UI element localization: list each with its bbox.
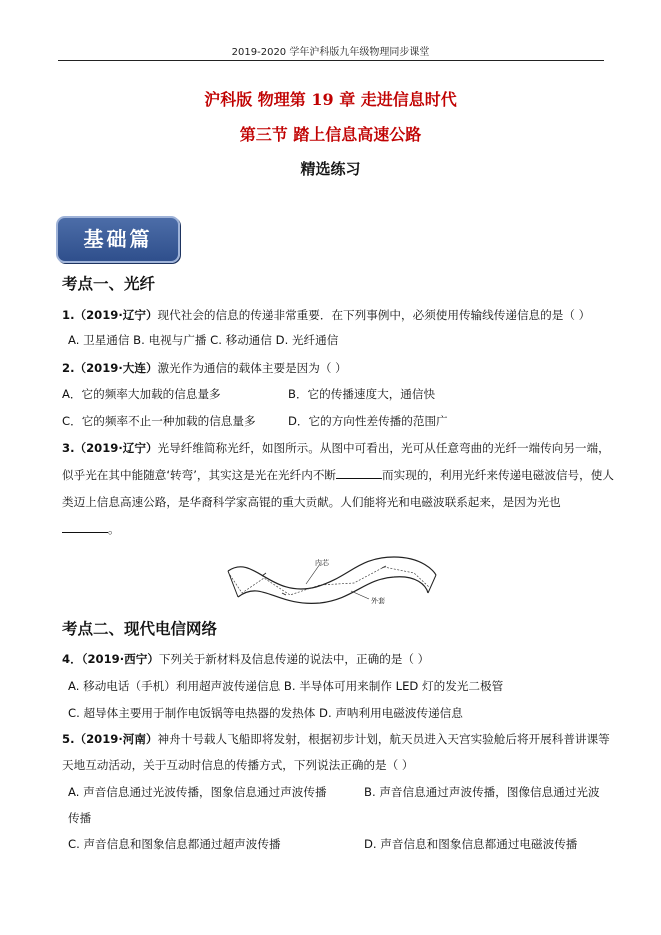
question-source: （2019·大连） [74,361,158,375]
question-4-options-ab: A. 移动电话（手机）利用超声波传递信息 B. 半导体可用来制作 LED 灯的发光二极管 [68,679,504,693]
question-3-line-3: 类迈上信息高速公路，是华裔科学家高锟的重大贡献。人们能将光和电磁波联系起来，是因为光也 [62,495,561,509]
section-heading-fiber: 考点一、光纤 [62,274,156,293]
answer-blank[interactable] [62,521,108,533]
option-b-continued: 传播 [68,811,92,825]
question-number: 5. [62,732,75,746]
question-3 [62,440,610,456]
question-5-line-2: 天地互动活动，关于互动时信息的传播方式，下列说法正确的是（ ） [62,758,414,772]
banner-label: 基础篇 [83,227,153,251]
question-text: 现代社会的信息的传递非常重要．在下列事例中，必须使用传输线传递信息的是（ ） [157,308,591,322]
header-divider [58,60,604,61]
question-3-line-2 [62,467,614,483]
optical-fiber-figure [224,553,440,608]
text-segment: 。 [108,522,120,536]
option-b: B. 声音信息通过声波传播，图像信息通过光波 [364,785,600,799]
question-4 [62,651,429,667]
text-segment: 似乎光在其中能随意‘转弯’，其实这是光在光纤内不断 [62,468,337,482]
question-number: 2. [62,361,75,375]
question-source: （2019·辽宁） [74,441,158,455]
question-3-line-4 [62,521,120,537]
question-text: 光导纤维简称光纤，如图所示。从图中可看出，光可从任意弯曲的光纤一端传向另一端， [157,441,610,455]
question-number: 4． [62,652,82,666]
question-source: （2019·辽宁） [74,308,158,322]
option-d: D．它的方向性差传播的范围广 [288,414,448,428]
question-4-options-cd: C. 超导体主要用于制作电饭锅等电热器的发热体 D. 声呐利用电磁波传递信息 [68,706,463,720]
option-a: A. 声音信息通过光波传播，图象信息通过声波传播 [68,785,327,799]
question-1 [62,307,590,323]
basic-level-banner [56,216,180,263]
core-label: 内芯 [315,559,329,567]
question-text: 神舟十号载人飞船即将发射，根据初步计划，航天员进入天宫实验舱后将开展科普讲课等 [157,732,610,746]
exercise-title: 精选练习 [300,160,361,178]
page-header: 2019-2020 学年沪科版九年级物理同步课堂 [231,47,430,58]
question-text: 激光作为通信的载体主要是因为（ ） [157,361,347,375]
question-text: 下列关于新材料及信息传递的说法中，正确的是（ ） [158,652,430,666]
question-2 [62,360,347,376]
option-a: A．它的频率大加载的信息量多 [62,387,221,401]
answer-blank[interactable] [336,467,382,479]
question-source: （2019·西宁） [81,652,159,666]
option-b: B．它的传播速度大，通信快 [288,387,436,401]
option-c: C．它的频率不止一种加载的信息量多 [62,414,256,428]
question-number: 3. [62,441,75,455]
question-1-options: A. 卫星通信 B. 电视与广播 C. 移动通信 D. 光纤通信 [68,333,339,347]
question-number: 1. [62,308,75,322]
option-c: C. 声音信息和图象信息都通过超声波传播 [68,837,281,851]
question-5 [62,731,610,747]
section-heading-telecom-network: 考点二、现代电信网络 [62,619,218,638]
text-segment: 而实现的，利用光纤来传递电磁波信号，使人 [382,468,614,482]
question-source: （2019·河南） [74,732,158,746]
chapter-title: 沪科版 物理第 19 章 走进信息时代 [204,90,457,109]
cladding-label: 外套 [371,597,385,605]
section-title: 第三节 踏上信息高速公路 [239,125,422,144]
option-d: D. 声音信息和图象信息都通过电磁波传播 [364,837,578,851]
